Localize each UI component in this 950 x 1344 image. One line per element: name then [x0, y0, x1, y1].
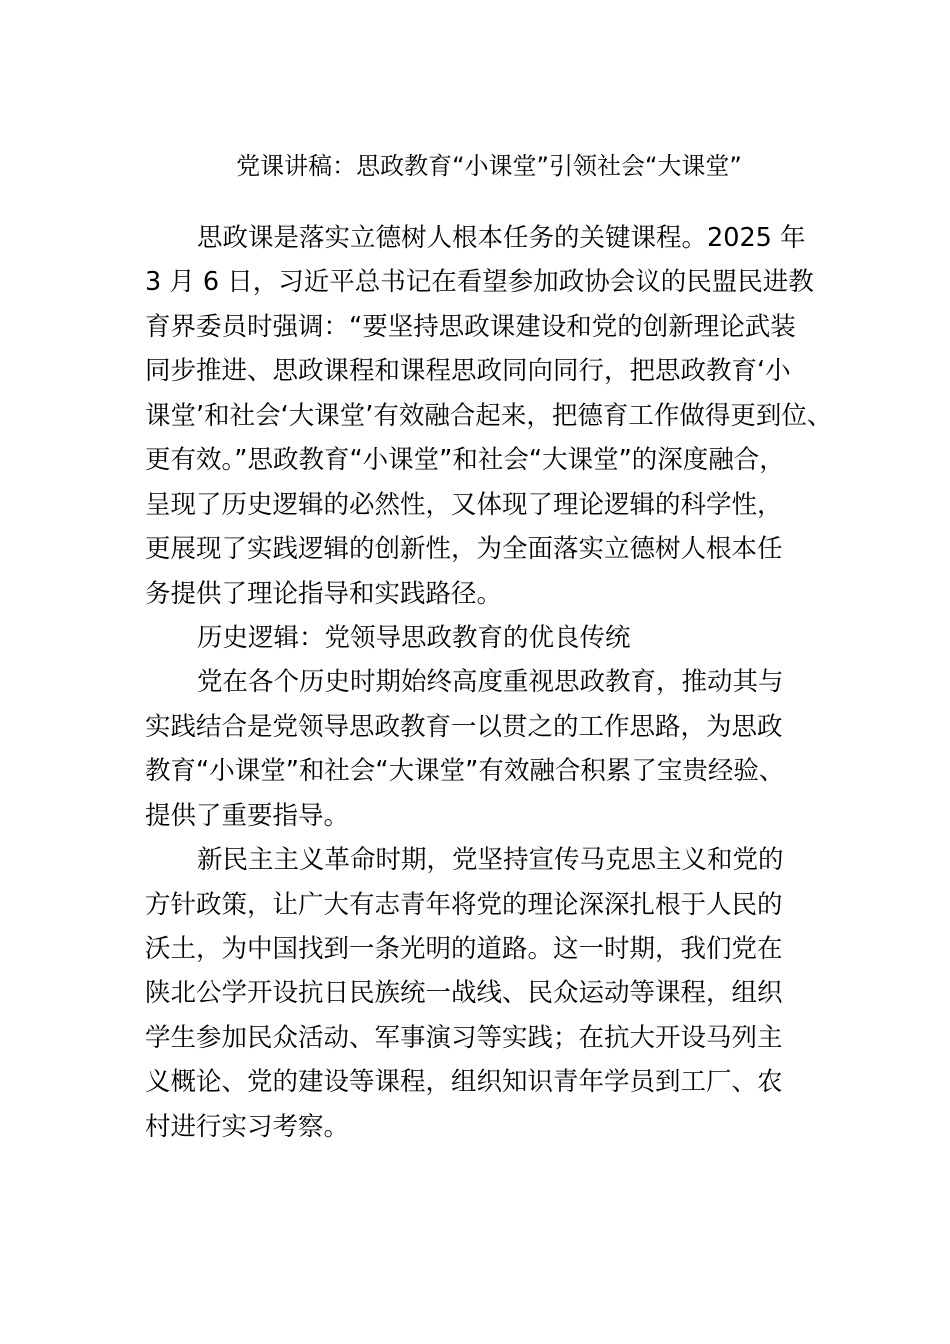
heading-line: 历史逻辑：党领导思政教育的优良传统 [197, 622, 631, 653]
paragraph [145, 660, 835, 838]
paragraph-line: 党在各个历史时期始终高度重视思政教育，推动其与 [197, 667, 784, 698]
paragraph-line: 方针政策，让广大有志青年将党的理论深深扎根于人民的 [145, 889, 783, 920]
paragraph-line: 务提供了理论指导和实践路径。 [145, 578, 503, 609]
paragraph-line: 课堂’和社会‘大课堂’有效融合起来，把德育工作做得更到位、 [145, 400, 833, 431]
section-heading [145, 616, 835, 660]
paragraph-line: 更展现了实践逻辑的创新性，为全面落实立德树人根本任 [145, 534, 783, 565]
paragraph-line: 3 月 6 日，习近平总书记在看望参加政协会议的民盟民进教 [145, 267, 814, 298]
paragraph-line: 育界委员时强调：“要坚持思政课建设和党的创新理论武装 [145, 311, 796, 342]
paragraph-line: 义概论、党的建设等课程，组织知识青年学员到工厂、农 [145, 1067, 783, 1098]
document-body [145, 216, 835, 1149]
document-title: 党课讲稿：思政教育“小课堂”引领社会“大课堂” [236, 152, 742, 180]
paragraph-line: 陕北公学开设抗日民族统一战线、民众运动等课程，组织 [145, 978, 783, 1009]
paragraph-line: 学生参加民众活动、军事演习等实践；在抗大开设马列主 [145, 1022, 783, 1053]
paragraph-line: 更有效。”思政教育“小课堂”和社会“大课堂”的深度融合， [145, 445, 785, 476]
paragraph-line: 实践结合是党领导思政教育一以贯之的工作思路，为思政 [145, 711, 783, 742]
paragraph [145, 216, 835, 616]
paragraph-line: 村进行实习考察。 [145, 1111, 350, 1142]
paragraph-line: 思政课是落实立德树人根本任务的关键课程。2025 年 [197, 223, 806, 253]
paragraph-line: 呈现了历史逻辑的必然性，又体现了理论逻辑的科学性， [145, 489, 783, 520]
paragraph-line: 同步推进、思政课程和课程思政同向同行，把思政教育‘小 [145, 356, 791, 387]
paragraph-line: 新民主主义革命时期，党坚持宣传马克思主义和党的 [197, 845, 784, 876]
paragraph-line: 教育“小课堂”和社会“大课堂”有效融合积累了宝贵经验、 [145, 756, 785, 787]
paragraph-line: 提供了重要指导。 [145, 800, 350, 831]
paragraph-line: 沃土，为中国找到一条光明的道路。这一时期，我们党在 [145, 934, 783, 964]
paragraph [145, 838, 835, 1149]
